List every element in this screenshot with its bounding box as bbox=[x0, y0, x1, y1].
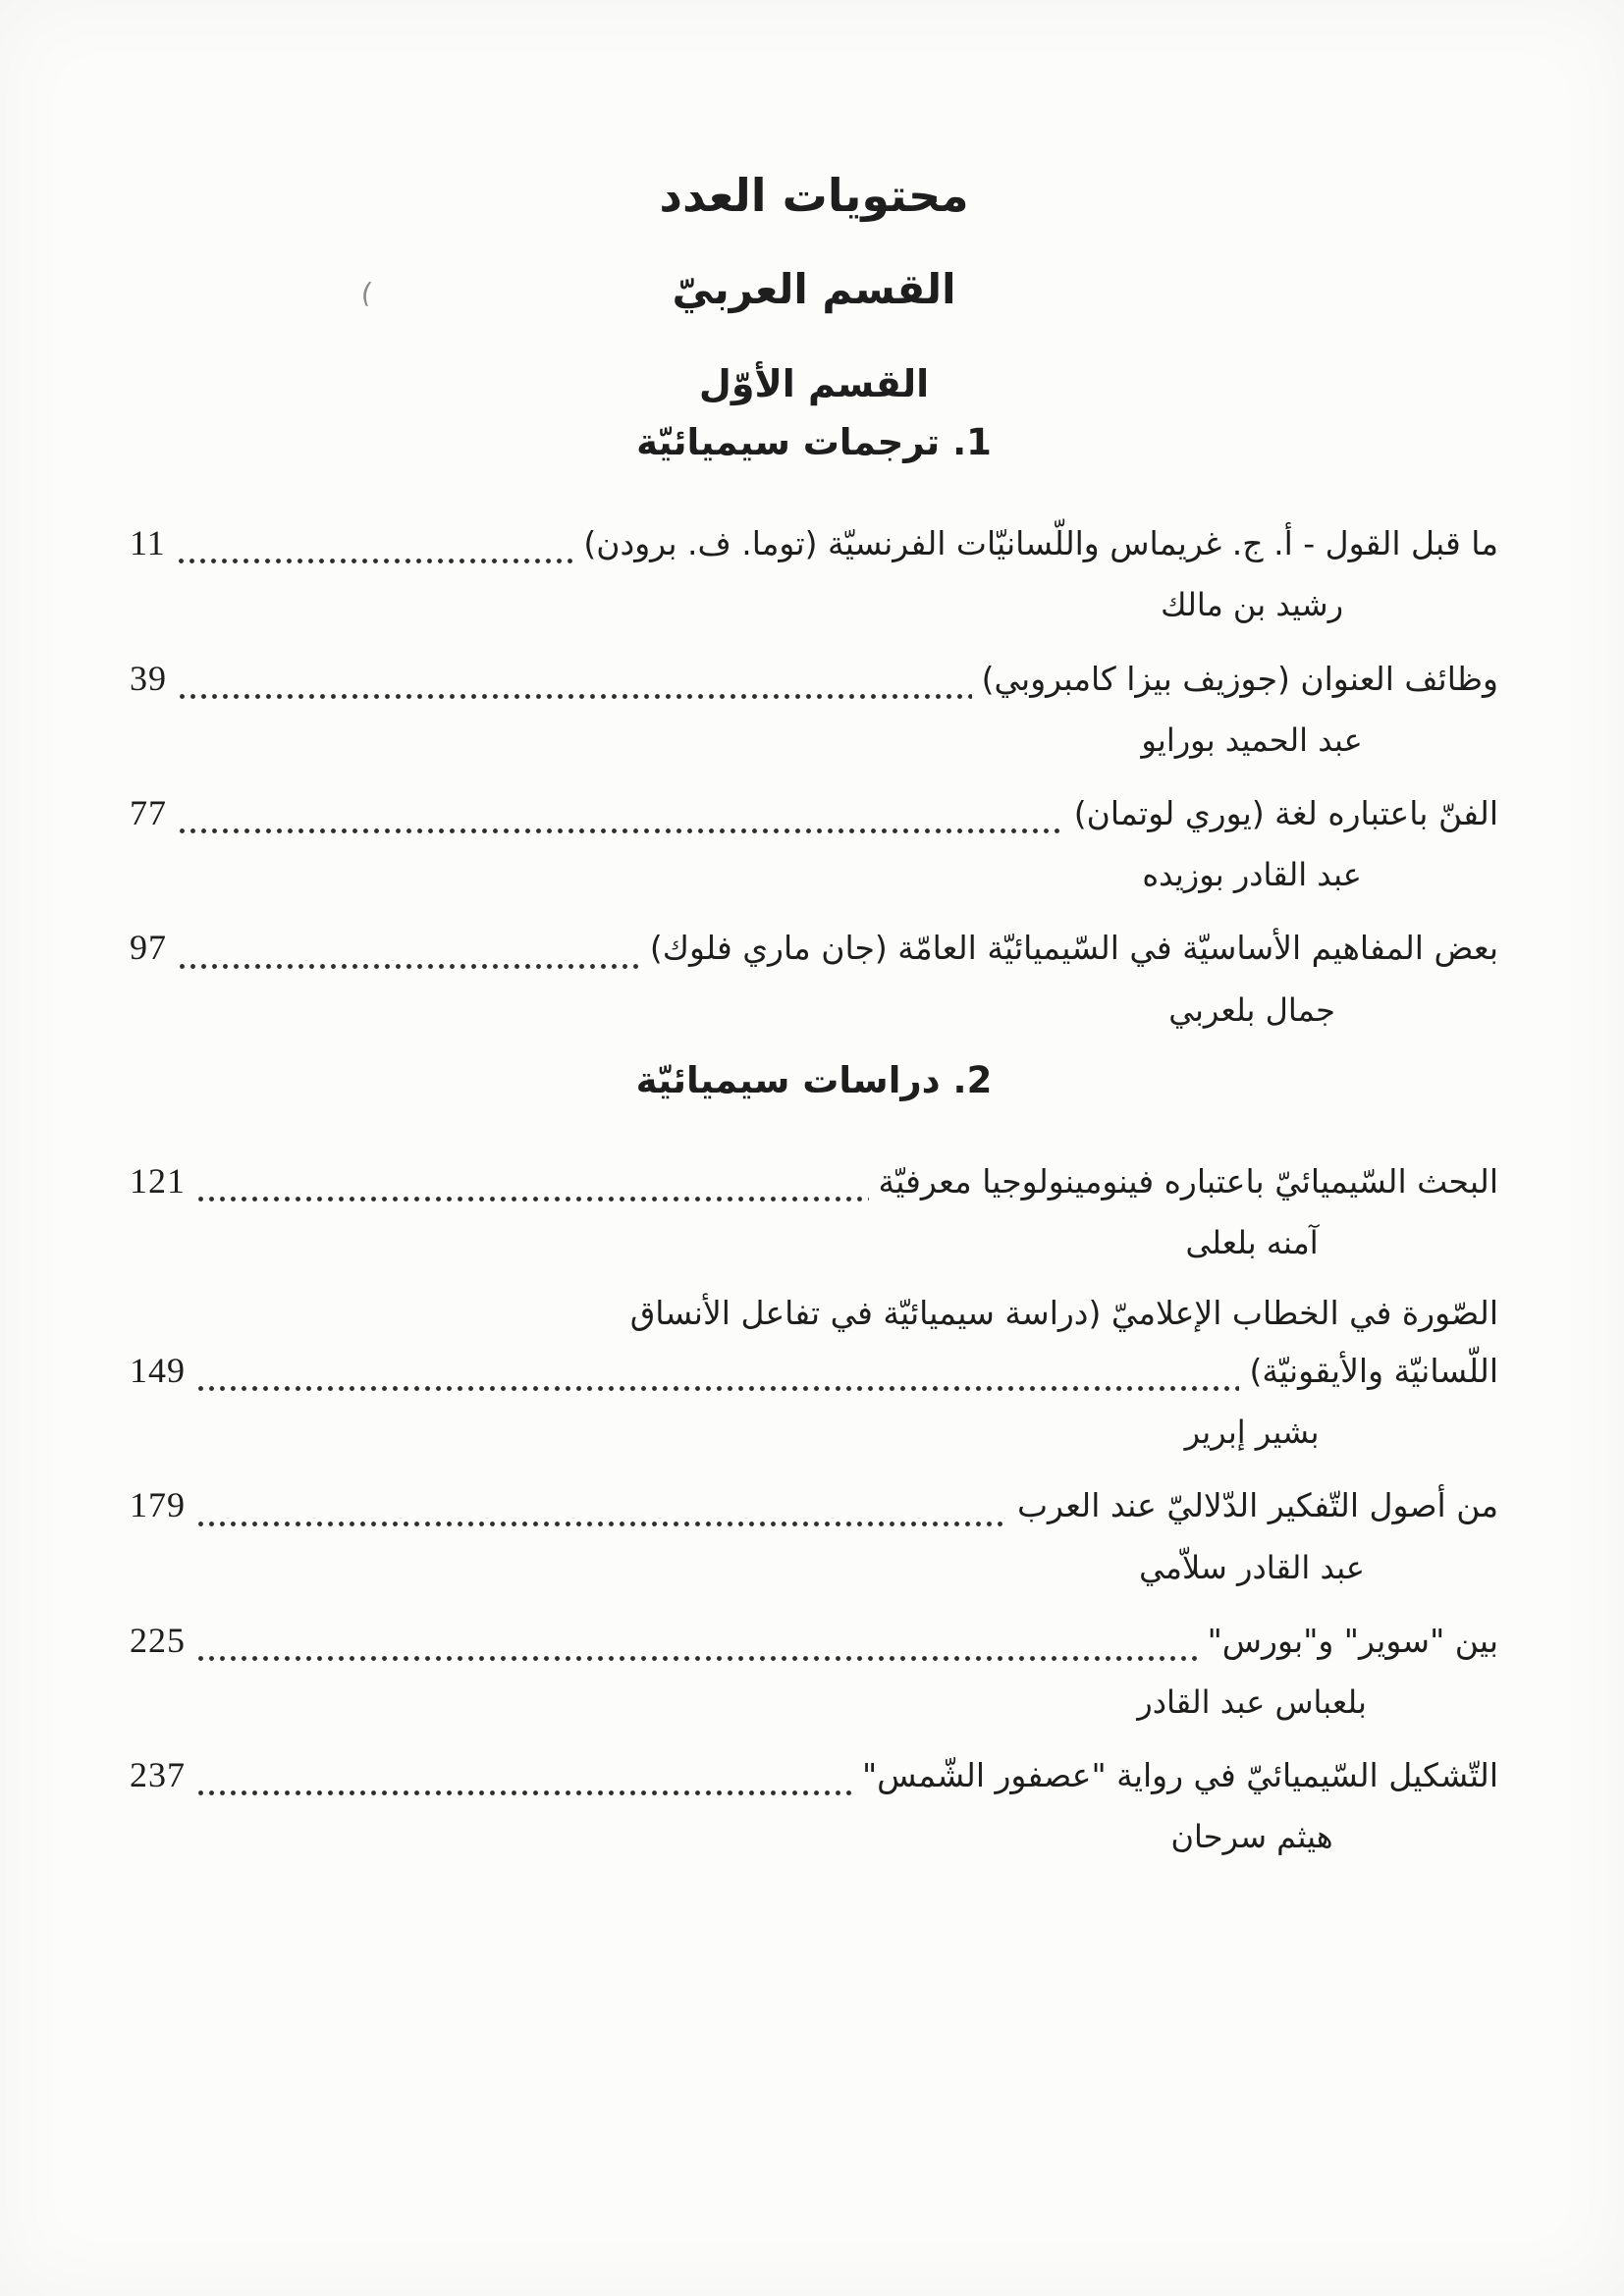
entry-title: بعض المفاهيم الأساسيّة في السّيميائيّة العامّة (جان ماري فلوك) bbox=[649, 929, 1498, 968]
entry-author: رشيد بن مالك bbox=[1161, 586, 1344, 624]
entry-page-number: 225 bbox=[130, 1620, 186, 1660]
entry-page-number: 179 bbox=[130, 1485, 186, 1525]
entry-title-line-2: اللّسانيّة والأيقونيّة) bbox=[1249, 1352, 1498, 1391]
dot-leader bbox=[177, 682, 972, 704]
entry-author: عبد الحميد بورايو bbox=[1141, 721, 1363, 759]
entry-title: وظائف العنوان (جوزيف بيزا كامبروبي) bbox=[981, 659, 1498, 698]
dot-leader bbox=[195, 1185, 869, 1206]
entry-page-number: 121 bbox=[130, 1160, 186, 1201]
dot-leader bbox=[177, 952, 640, 974]
entry-page-number: 77 bbox=[130, 793, 167, 833]
entry-title-row bbox=[130, 787, 1498, 838]
entry-page-number: 11 bbox=[130, 523, 166, 563]
entry-page-number: 39 bbox=[130, 658, 167, 698]
entry-author: جمال بلعربي bbox=[1168, 990, 1335, 1029]
toc-entry bbox=[130, 787, 1498, 896]
dot-leader bbox=[195, 1644, 1198, 1666]
entry-title-row bbox=[130, 517, 1498, 568]
chapter-heading-first-part: القسم الأوّل bbox=[698, 361, 930, 405]
toc-entry bbox=[130, 653, 1498, 762]
dot-leader bbox=[195, 1374, 1239, 1396]
doc-title: محتويات العدد bbox=[659, 169, 969, 222]
part-heading-arabic-section: القسم العربيّ bbox=[672, 265, 956, 314]
entry-title: من أصول التّفكير الدّلاليّ عند العرب bbox=[1016, 1486, 1498, 1525]
toc-content bbox=[130, 169, 1498, 1885]
entry-page-number: 149 bbox=[130, 1351, 186, 1391]
entry-page-number: 237 bbox=[130, 1755, 186, 1795]
entry-title: بين "سوير" و"بورس" bbox=[1207, 1621, 1498, 1660]
entry-title-row bbox=[130, 1155, 1498, 1206]
toc-entry bbox=[130, 1479, 1498, 1588]
section-2-heading: 2. دراسات سيميائيّة bbox=[635, 1058, 993, 1101]
toc-entry bbox=[130, 517, 1498, 626]
dot-leader bbox=[177, 817, 1064, 838]
dot-leader bbox=[176, 547, 574, 568]
entry-title: التّشكيل السّيميائيّ في رواية "عصفور الشّمس" bbox=[862, 1756, 1498, 1795]
section-1-heading: 1. ترجمات سيميائيّة bbox=[636, 421, 992, 464]
entry-title-row bbox=[130, 653, 1498, 704]
dot-leader bbox=[195, 1779, 852, 1800]
entry-author: عبد القادر بوزيده bbox=[1142, 856, 1362, 894]
entry-author: آمنه بلعلى bbox=[1185, 1224, 1319, 1262]
entry-title-line-1: الصّورة في الخطاب الإعلاميّ (دراسة سيميائيّة في تفاعل الأنساق bbox=[629, 1294, 1498, 1333]
entry-title: ما قبل القول - أ. ج. غريماس واللّسانيّات الفرنسيّة (توما. ف. برودن) bbox=[583, 524, 1498, 563]
entry-page-number: 97 bbox=[130, 928, 167, 968]
toc-entry bbox=[130, 922, 1498, 1031]
entry-title-row bbox=[130, 1479, 1498, 1530]
toc-entry bbox=[130, 1615, 1498, 1724]
entry-title: الفنّ باعتباره لغة (يوري لوتمان) bbox=[1073, 794, 1498, 833]
entry-title-row bbox=[130, 1345, 1498, 1396]
dot-leader bbox=[195, 1510, 1007, 1531]
entry-title: البحث السّيميائيّ باعتباره فينومينولوجيا معرفيّة bbox=[878, 1161, 1498, 1201]
entry-author: بلعباس عبد القادر bbox=[1137, 1683, 1367, 1722]
entry-author: عبد القادر سلاّمي bbox=[1139, 1548, 1366, 1586]
stray-pen-mark: ( bbox=[358, 276, 375, 310]
toc-entry bbox=[130, 1749, 1498, 1858]
entry-author: بشير إبرير bbox=[1184, 1414, 1320, 1452]
entry-title-row bbox=[130, 1749, 1498, 1800]
entry-title-row bbox=[130, 1615, 1498, 1666]
entry-author: هيثم سرحان bbox=[1170, 1818, 1333, 1856]
entry-title-row bbox=[130, 922, 1498, 973]
toc-entry bbox=[130, 1155, 1498, 1264]
toc-entry-two-line bbox=[130, 1290, 1498, 1454]
